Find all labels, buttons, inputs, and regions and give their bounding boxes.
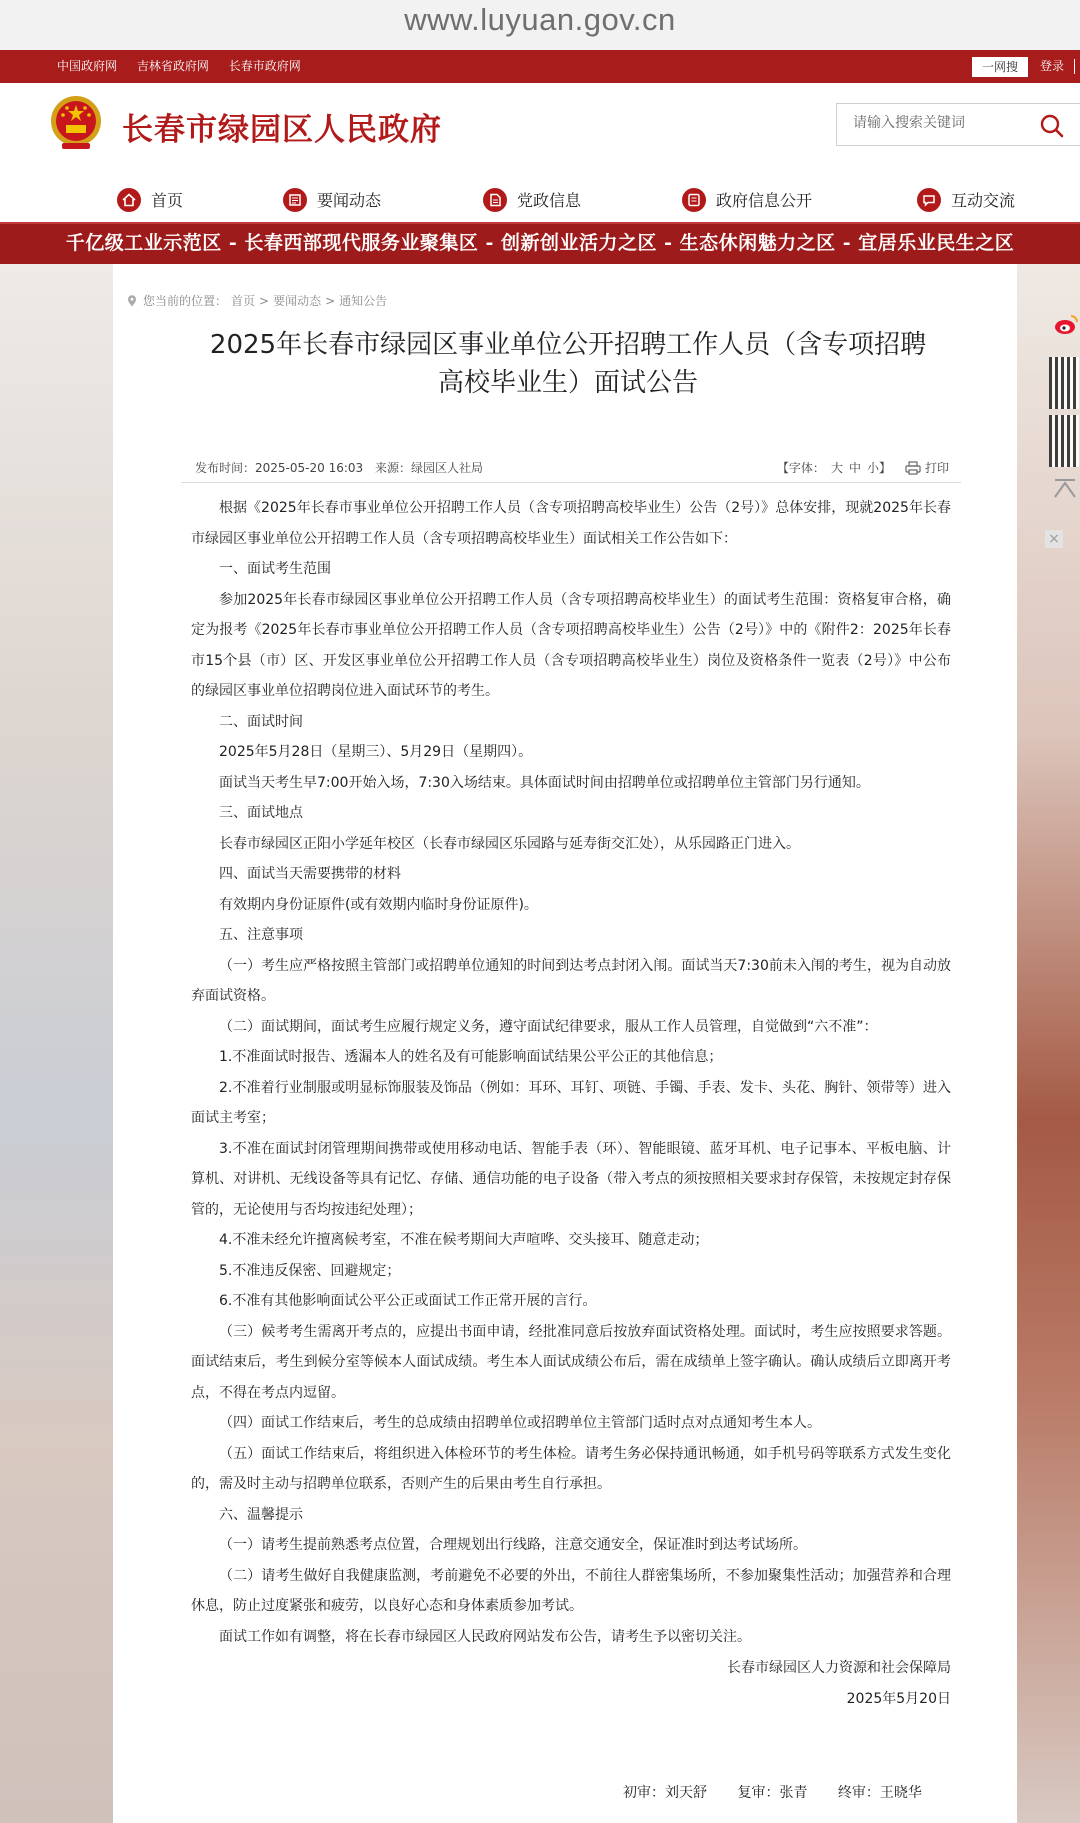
news-icon [283, 188, 307, 212]
breadcrumb-notices[interactable]: 通知公告 [339, 294, 388, 308]
link-changchun-gov[interactable]: 长春市政府网 [228, 59, 301, 73]
source-value: 绿园区人社局 [411, 461, 484, 475]
meta-tools [771, 459, 949, 476]
search-box [836, 103, 1080, 146]
paragraph: （四）面试工作结束后，考生的总成绩由招聘单位或招聘单位主管部门适时点对点通知考生本人。 [219, 1415, 821, 1431]
paragraph: （一）考生应严格按照主管部门或招聘单位通知的时间到达考点封闭入闱。面试当天7:30前未入闱的考生，视为自动放弃面试资格。 [191, 957, 951, 1004]
url-text: www.luyuan.gov.cn [404, 2, 676, 37]
paragraph: （二）请考生做好自我健康监测，考前避免不必要的外出，不前往人群密集场所，不参加聚集性活动；加强营养和合理休息，防止过度紧张和疲劳，以良好心态和身体素质参加考试。 [191, 1567, 951, 1614]
divider [1074, 59, 1075, 74]
section-heading: 三、面试地点 [219, 805, 303, 821]
nav-item-home[interactable] [117, 177, 183, 222]
article-title [173, 326, 963, 402]
national-emblem-icon [48, 93, 104, 153]
signature-unit: 长春市绿园区人力资源和社会保障局 [727, 1660, 951, 1676]
reviewers-line [623, 1782, 928, 1802]
main-nav [0, 177, 1080, 222]
article-body [191, 493, 951, 1652]
site-header [0, 83, 1080, 222]
nav-label: 首页 [151, 191, 184, 210]
link-jilin-gov[interactable]: 吉林省政府网 [136, 59, 209, 73]
nav-label: 互动交流 [951, 191, 1016, 210]
search-input[interactable] [851, 114, 1025, 132]
article-meta [181, 454, 961, 483]
floating-sidebar [1047, 297, 1080, 507]
nav-label: 党政信息 [517, 191, 582, 210]
breadcrumb-separator: > [259, 293, 270, 308]
nav-item-party-info[interactable] [483, 177, 581, 222]
font-size-medium[interactable]: 中 [848, 461, 861, 475]
weibo-icon[interactable] [1053, 313, 1079, 337]
paragraph: 面试工作如有调整，将在长春市绿园区人民政府网站发布公告，请考生予以密切关注。 [219, 1628, 751, 1645]
info-disclosure-icon [682, 188, 706, 212]
breadcrumb-home[interactable]: 首页 [231, 294, 256, 308]
paragraph: 有效期内身份证原件(或有效期内临时身份证原件)。 [219, 896, 538, 913]
publish-label: 发布时间： [195, 461, 256, 475]
first-reviewer: 刘天舒 [665, 1785, 707, 1801]
list-item: 1.不准面试时报告、透漏本人的姓名及有可能影响面试结果公平公正的其他信息； [219, 1049, 723, 1065]
breadcrumb-prefix: 您当前的位置： [143, 294, 228, 308]
home-icon [117, 188, 141, 212]
paragraph: 面试当天考生早7:00开始入场，7:30入场结束。具体面试时间由招聘单位或招聘单位主管部门另行通知。 [219, 774, 870, 791]
slogan-text: 千亿级工业示范区 - 长春西部现代服务业聚集区 - 创新创业活力之区 - 生态休闲魅力之区 - 宜居乐业民生之区 [65, 232, 1015, 254]
section-heading: 五、注意事项 [219, 927, 303, 943]
list-item: 3.不准在面试封闭管理期间携带或使用移动电话、智能手表（环）、智能眼镜、蓝牙耳机、电子记事本、平板电脑、计算机、对讲机、无线设备等具有记忆、存储、通信功能的电子设备（带入考点的须按照相关要求封存保管，未按规定封存保管的，无论使用与否均按违纪处理）； [191, 1140, 951, 1218]
print-link[interactable]: 打印 [924, 461, 949, 475]
print-icon[interactable] [905, 461, 921, 475]
qr-code-icon[interactable] [1049, 357, 1079, 409]
section-heading: 六、温馨提示 [219, 1506, 303, 1523]
section-heading: 二、面试时间 [219, 713, 303, 730]
chat-icon [917, 188, 941, 212]
link-central-gov[interactable]: 中国政府网 [57, 59, 118, 73]
section-heading: 四、面试当天需要携带的材料 [219, 866, 401, 882]
meta-info [195, 459, 491, 476]
article-title-line: 2025年长春市绿园区事业单位公开招聘工作人员（含专项招聘 [209, 330, 927, 360]
list-item: 6.不准有其他影响面试公平公正或面试工作正常开展的言行。 [219, 1293, 597, 1309]
close-icon[interactable]: × [1045, 530, 1063, 548]
font-size-small[interactable]: 小】 [866, 461, 891, 475]
nav-item-info-disclosure[interactable] [682, 177, 812, 222]
nav-item-interaction[interactable] [917, 177, 1015, 222]
search-icon[interactable] [1039, 113, 1065, 139]
paragraph: 根据《2025年长春市事业单位公开招聘工作人员（含专项招聘高校毕业生）公告（2号）》总体安排，现就2025年长春市绿园区事业单位公开招聘工作人员（含专项招聘高校毕业生）面试相关工作公告如下： [191, 500, 951, 547]
first-review-label: 初审： [623, 1785, 665, 1801]
section-heading: 一、面试考生范围 [219, 561, 331, 577]
nav-label: 要闻动态 [317, 191, 382, 210]
browser-url-bar[interactable] [0, 0, 1080, 50]
slogan-banner [0, 222, 1080, 264]
party-info-icon [483, 188, 507, 212]
breadcrumb-separator: > [325, 293, 336, 308]
breadcrumb [127, 292, 391, 309]
list-item: 5.不准违反保密、回避规定； [219, 1262, 401, 1279]
paragraph: 2025年5月28日（星期三）、5月29日（星期四）。 [219, 744, 533, 760]
source-label: 来源： [374, 461, 411, 475]
paragraph: 长春市绿园区正阳小学延年校区（长春市绿园区乐园路与延寿街交汇处），从乐园路正门进入。 [219, 835, 800, 852]
paragraph: 参加2025年长春市绿园区事业单位公开招聘工作人员（含专项招聘高校毕业生）的面试考生范围：资格复审合格，确定为报考《2025年长春市事业单位公开招聘工作人员（含专项招聘高校毕业生）公告（2号）》中的《附件2：2025年长春市15个县（市）区、开发区事业单位公开招聘工作人员（含专项招聘高校毕业生）岗位及资格条件一览表（2号）》中公布的绿园区事业单位招聘岗位进入面试环节的考生。 [191, 591, 951, 699]
one-search-button[interactable]: 一网搜 [972, 57, 1028, 77]
breadcrumb-news[interactable]: 要闻动态 [273, 294, 322, 308]
back-to-top-icon[interactable] [1051, 477, 1079, 501]
paragraph: （三）候考考生需离开考点的，应提出书面申请，经批准同意后按放弃面试资格处理。面试时，考生应按照要求答题。面试结束后，考生到候分室等候本人面试成绩。考生本人面试成绩公布后，需在成绩单上签字确认。确认成绩后立即离开考点，不得在考点内逗留。 [191, 1323, 951, 1401]
login-link[interactable]: 登录 [1040, 59, 1065, 73]
publish-time: 2025-05-20 16:03 [255, 461, 364, 475]
second-review-label: 复审： [737, 1785, 780, 1801]
list-item: 2.不准着行业制服或明显标饰服装及饰品（例如：耳环、耳钉、项链、手镯、手表、发卡、头花、胸针、领带等）进入面试主考室； [191, 1079, 951, 1126]
nav-item-news[interactable] [283, 177, 381, 222]
signature-date: 2025年5月20日 [846, 1691, 951, 1707]
final-reviewer: 王晓华 [879, 1785, 922, 1801]
font-size-label: 【字体： [776, 461, 825, 475]
paragraph: （一）请考生提前熟悉考点位置，合理规划出行线路，注意交通安全，保证准时到达考试场所。 [219, 1537, 807, 1553]
font-size-large[interactable]: 大 [830, 461, 843, 475]
list-item: 4.不准未经允许擅离候考室，不准在候考期间大声喧哗、交头接耳、随意走动； [219, 1232, 709, 1248]
background-scenery-left [0, 264, 113, 1823]
location-pin-icon [127, 295, 137, 307]
top-link-bar [0, 50, 1080, 83]
final-review-label: 终审： [837, 1785, 880, 1801]
paragraph: （五）面试工作结束后，将组织进入体检环节的考生体检。请考生务必保持通讯畅通，如手机号码等联系方式发生变化的，需及时主动与招聘单位联系，否则产生的后果由考生自行承担。 [191, 1445, 951, 1492]
article-title-line: 高校毕业生）面试公告 [437, 368, 698, 398]
site-title[interactable]: 长春市绿园区人民政府 [122, 112, 442, 148]
nav-label: 政府信息公开 [716, 191, 813, 210]
paragraph: （二）面试期间，面试考生应履行规定义务，遵守面试纪律要求，服从工作人员管理，自觉做到“六不准”： [219, 1018, 878, 1035]
article-panel [113, 264, 1017, 1823]
gov-links [57, 50, 317, 83]
second-reviewer: 张青 [779, 1785, 808, 1801]
qr-code-icon[interactable] [1049, 415, 1079, 467]
